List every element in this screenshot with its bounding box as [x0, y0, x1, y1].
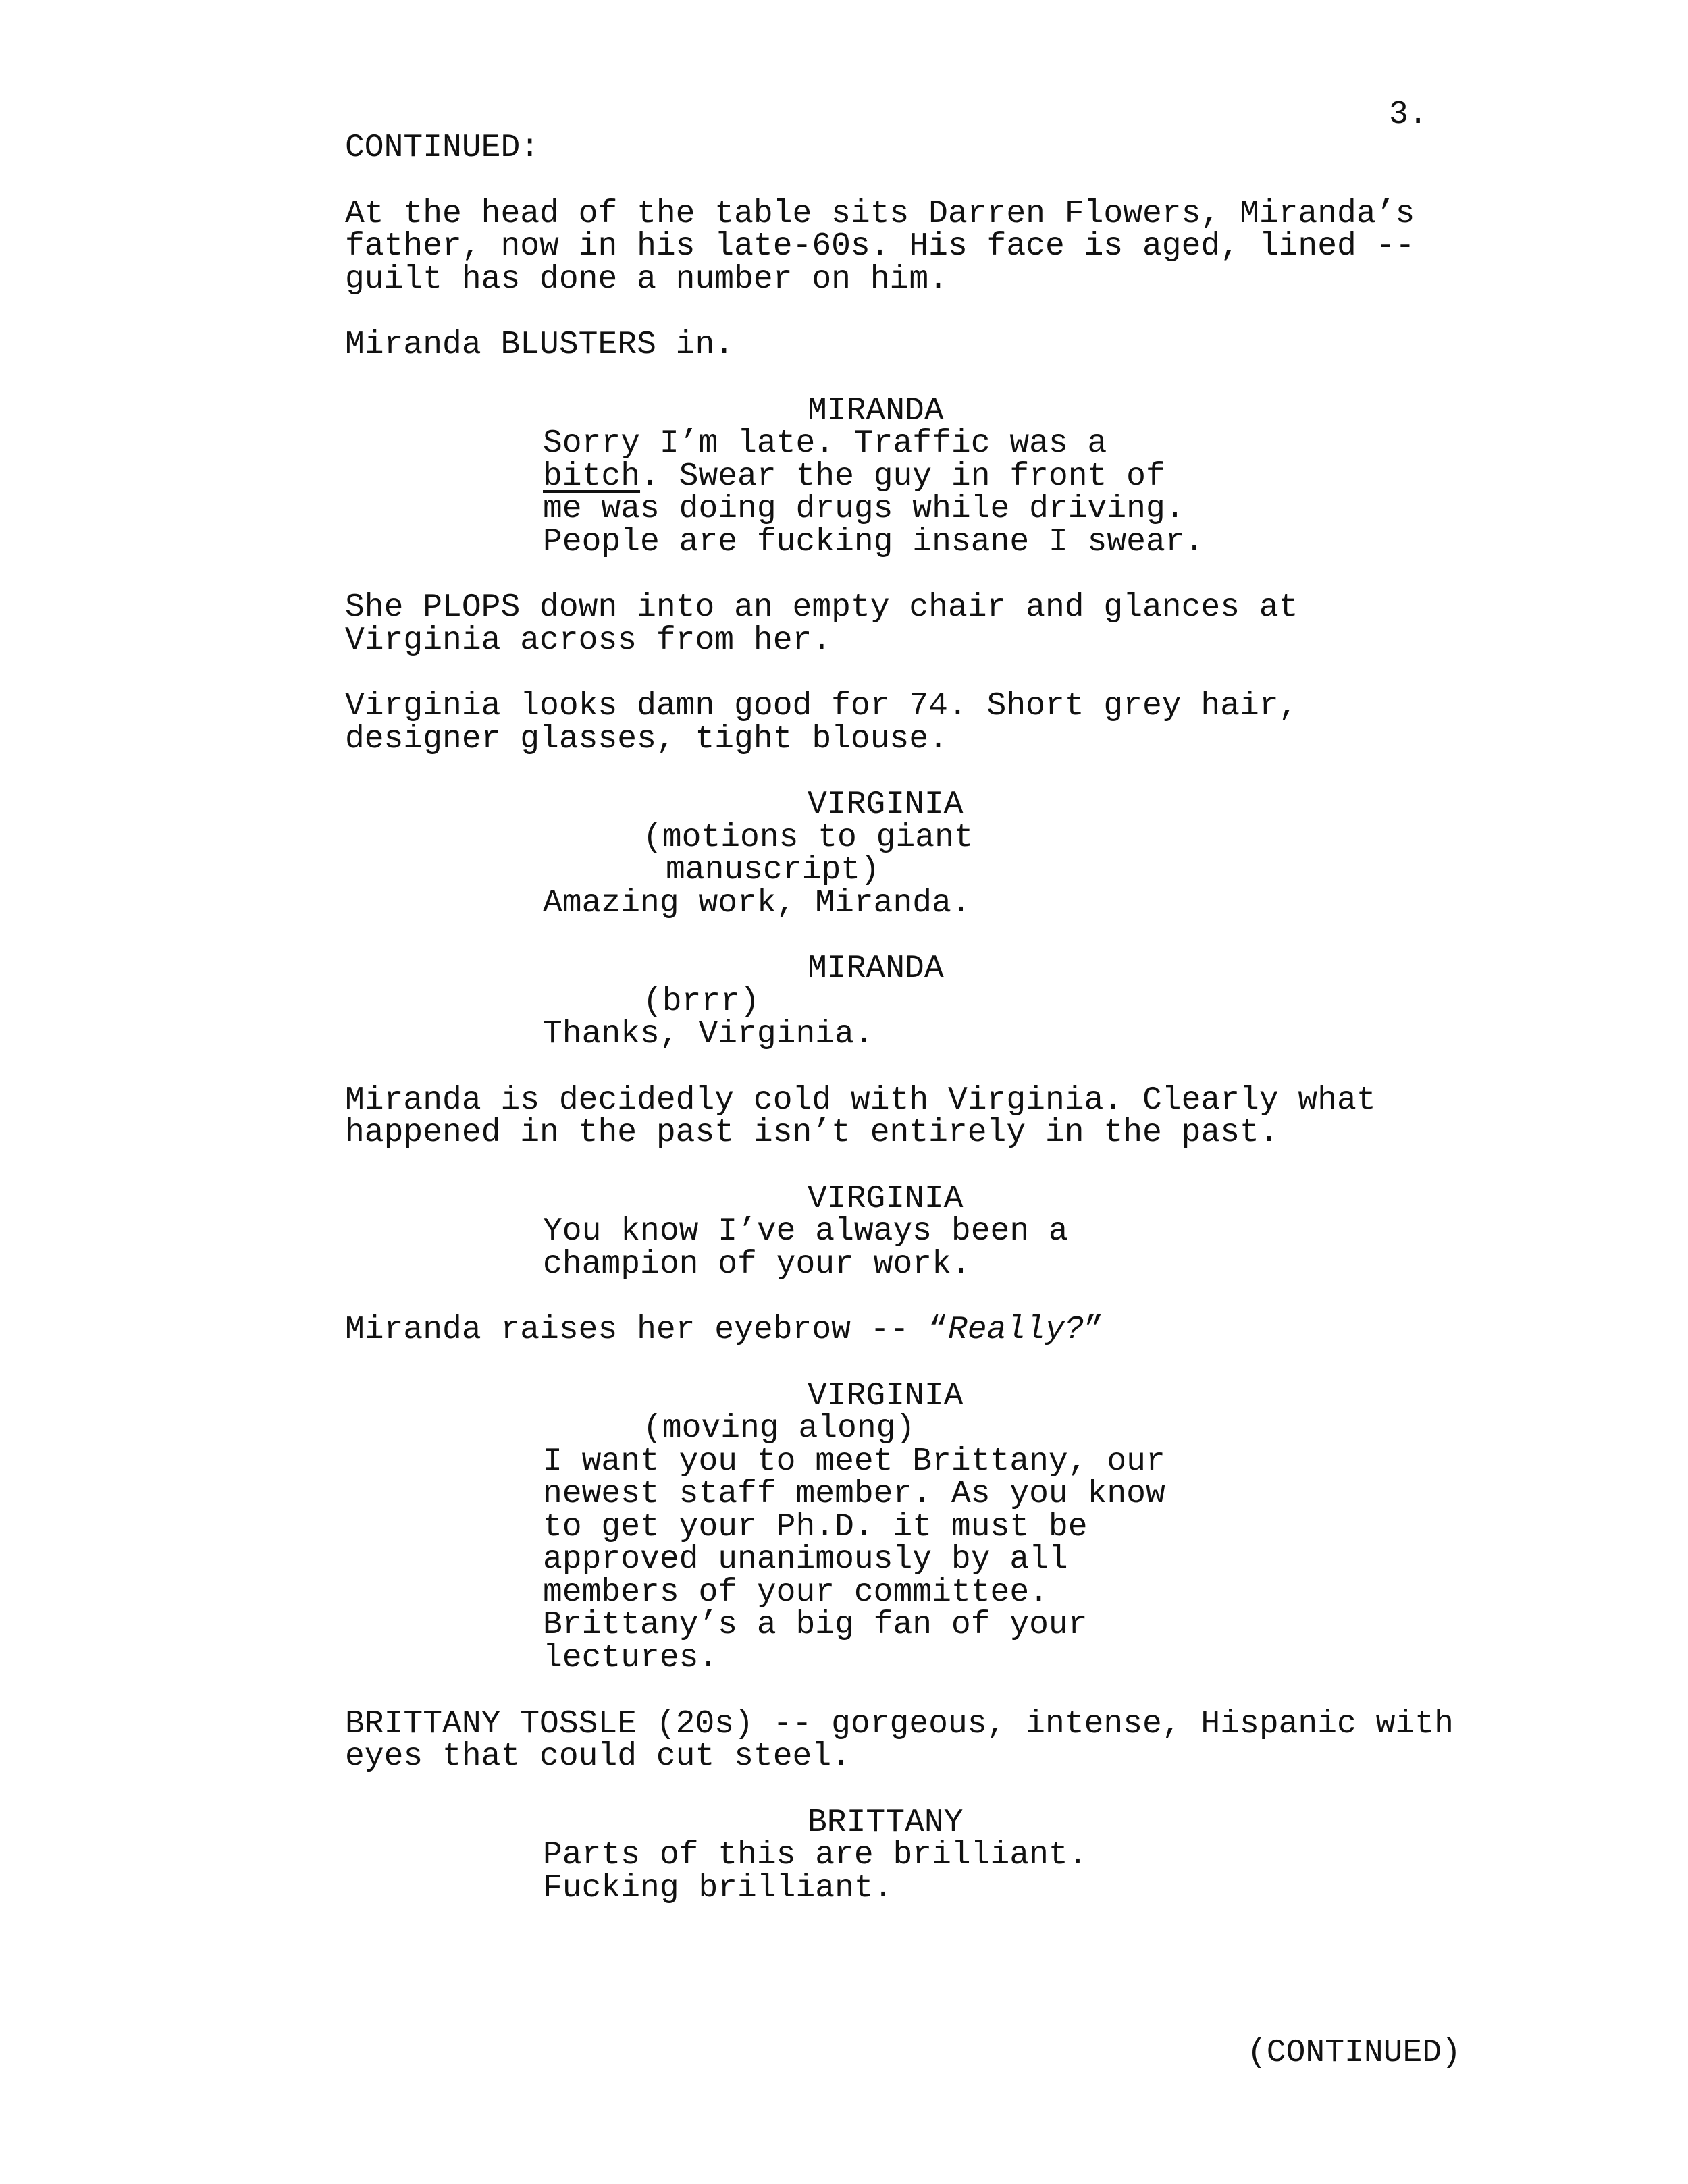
action-line — [345, 1314, 1103, 1346]
parenthetical: (moving along) — [643, 1410, 916, 1447]
dialogue-line: to get your Ph.D. it must be — [543, 1509, 1088, 1545]
action-text: ” — [1084, 1312, 1104, 1348]
page-number: 3. — [1389, 97, 1428, 133]
dialogue-line: newest staff member. As you know — [543, 1476, 1165, 1512]
dialogue-line: I want you to meet Brittany, our — [543, 1443, 1165, 1480]
action-line: guilt has done a number on him. — [345, 261, 948, 298]
character-name: VIRGINIA — [808, 1181, 964, 1217]
action-line: At the head of the table sits Darren Flowers, Miranda’s — [345, 196, 1415, 232]
dialogue-line: You know I’ve always been a — [543, 1213, 1068, 1250]
action-line: BRITTANY TOSSLE (20s) -- gorgeous, intense, Hispanic with — [345, 1706, 1454, 1742]
dialogue-text: . Swear the guy in front of — [640, 458, 1165, 495]
continued-footer: (CONTINUED) — [1247, 2035, 1461, 2071]
action-line: She PLOPS down into an empty chair and glances at — [345, 589, 1298, 626]
dialogue-line: members of your committee. — [543, 1574, 1049, 1611]
parenthetical: manuscript) — [666, 852, 880, 888]
dialogue-line: me was doing drugs while driving. — [543, 491, 1185, 527]
dialogue-line: Thanks, Virginia. — [543, 1016, 874, 1053]
character-name: BRITTANY — [808, 1805, 964, 1841]
action-line: father, now in his late-60s. His face is aged, lined -- — [345, 228, 1415, 265]
action-line: designer glasses, tight blouse. — [345, 721, 948, 757]
character-name: MIRANDA — [808, 951, 944, 987]
dialogue-line: champion of your work. — [543, 1246, 971, 1283]
parenthetical: (motions to giant — [643, 820, 974, 856]
dialogue-line: Amazing work, Miranda. — [543, 885, 971, 922]
dialogue-line: approved unanimously by all — [543, 1541, 1068, 1578]
dialogue-line: Brittany’s a big fan of your — [543, 1607, 1088, 1643]
character-name: VIRGINIA — [808, 787, 964, 823]
parenthetical: (brrr) — [643, 984, 760, 1020]
action-line: eyes that could cut steel. — [345, 1738, 851, 1775]
action-line: Virginia across from her. — [345, 622, 832, 659]
underlined-word: bitch — [543, 458, 641, 495]
action-line: happened in the past isn’t entirely in the past. — [345, 1115, 1279, 1151]
dialogue-line: Parts of this are brilliant. — [543, 1837, 1088, 1873]
dialogue-line: Sorry I’m late. Traffic was a — [543, 425, 1107, 462]
dialogue-line: Fucking brilliant. — [543, 1870, 893, 1907]
action-line: Miranda BLUSTERS in. — [345, 327, 735, 363]
continued-header: CONTINUED: — [345, 130, 540, 166]
action-line: Miranda is decidedly cold with Virginia. Clearly what — [345, 1082, 1376, 1119]
character-name: MIRANDA — [808, 393, 944, 429]
dialogue-line: lectures. — [543, 1640, 718, 1676]
character-name: VIRGINIA — [808, 1378, 964, 1414]
action-line: Virginia looks damn good for 74. Short grey hair, — [345, 688, 1298, 724]
dialogue-line — [543, 460, 1165, 493]
dialogue-line: People are fucking insane I swear. — [543, 524, 1205, 560]
action-text: Miranda raises her eyebrow -- “ — [345, 1312, 948, 1348]
italic-text: Really? — [947, 1312, 1084, 1348]
